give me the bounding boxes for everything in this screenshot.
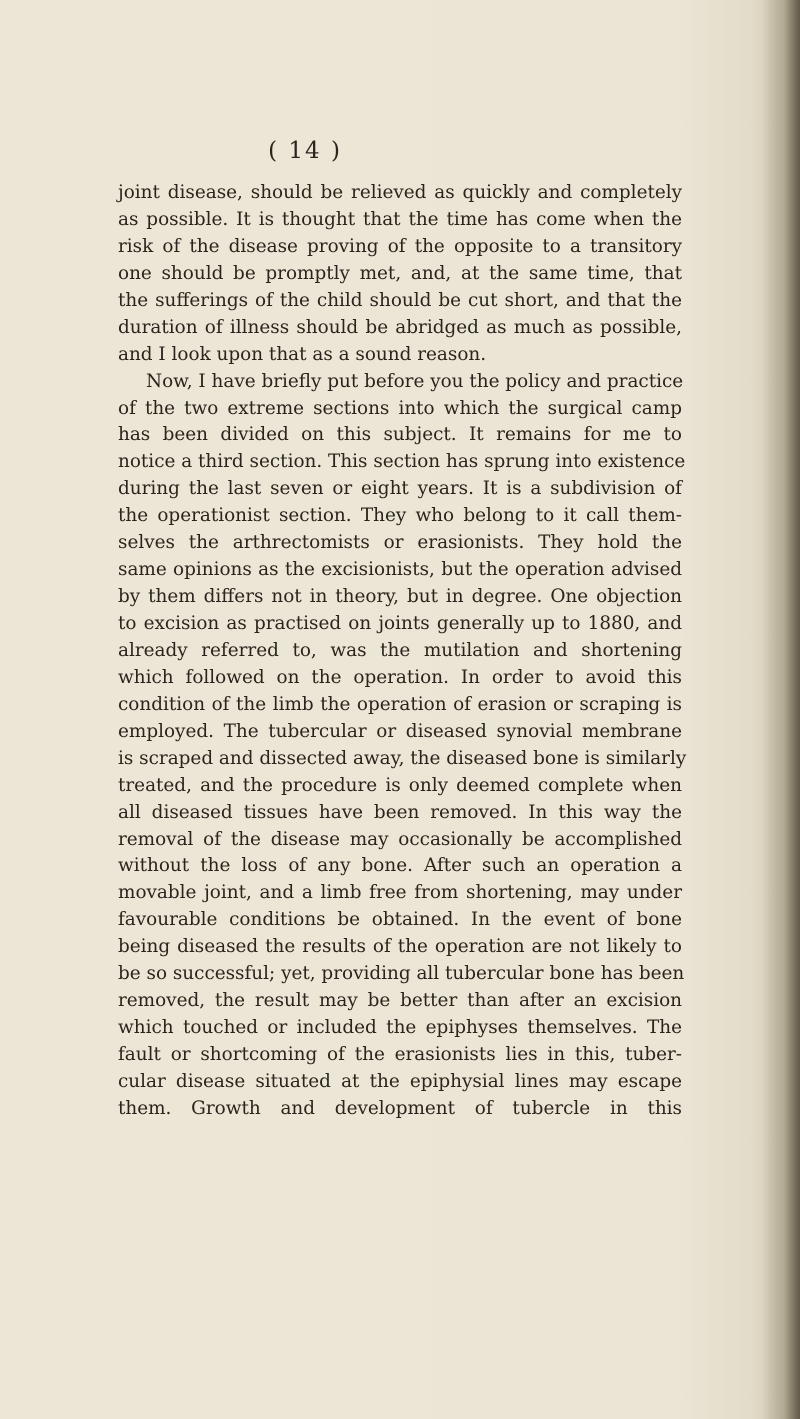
text-line: which touched or included the epiphyses themselves. The <box>118 1017 682 1039</box>
text-line: removed, the result may be better than after an excision <box>118 990 682 1012</box>
text-line: movable joint, and a limb free from shortening, may under <box>118 882 682 904</box>
text-line: of the two extreme sections into which the surgical camp <box>118 397 682 419</box>
text-line: being diseased the results of the operation are not likely to <box>118 936 682 958</box>
text-line: all diseased tissues have been removed. In this way the <box>118 801 682 823</box>
text-line: is scraped and dissected away, the diseased bone is similarly <box>118 747 687 769</box>
text-line: condition of the limb the operation of erasion or scraping is <box>118 693 682 715</box>
page-number: ( 14 ) <box>268 138 342 164</box>
text-line: joint disease, should be relieved as quickly and completely <box>118 182 682 203</box>
text-line: has been divided on this subject. It remains for me to <box>118 424 682 446</box>
text-line: already referred to, was the mutilation and shortening <box>118 639 682 661</box>
text-line: the sufferings of the child should be cut short, and that the <box>118 289 682 311</box>
text-line: treated, and the procedure is only deemed complete when <box>118 774 682 796</box>
text-line: duration of illness should be abridged as much as possible, <box>118 316 682 338</box>
text-line: cular disease situated at the epiphysial lines may escape <box>118 1070 682 1092</box>
text-line: during the last seven or eight years. It is a subdivision of <box>118 478 682 500</box>
text-line: risk of the disease proving of the opposite to a transitory <box>118 235 682 257</box>
text-line: and I look upon that as a sound reason. <box>118 343 487 365</box>
text-line: be so successful; yet, providing all tubercular bone has been <box>118 963 685 985</box>
text-line: selves the arthrectomists or erasionists. They hold the <box>118 532 682 554</box>
text-line: as possible. It is thought that the time has come when the <box>118 208 682 230</box>
text-line: notice a third section. This section has sprung into existence <box>118 451 686 473</box>
text-line: favourable conditions be obtained. In the event of bone <box>118 909 682 931</box>
text-line: by them differs not in theory, but in degree. One objection <box>118 586 682 608</box>
page-edge-shadow <box>762 0 800 1419</box>
text-line: same opinions as the excisionists, but the operation advised <box>118 559 682 581</box>
text-line: Now, I have briefly put before you the policy and practice <box>146 370 684 392</box>
text-line: employed. The tubercular or diseased synovial membrane <box>118 720 682 742</box>
text-line: without the loss of any bone. After such an operation a <box>118 855 682 877</box>
text-line: fault or shortcoming of the erasionists lies in this, tuber- <box>118 1044 682 1065</box>
text-line: to excision as practised on joints generally up to 1880, and <box>118 613 682 634</box>
text-line: them. Growth and development of tubercle in this <box>118 1097 682 1119</box>
body-text <box>118 180 687 1123</box>
text-line: one should be promptly met, and, at the same time, that <box>118 262 682 284</box>
text-line: the operationist section. They who belong to it call them- <box>118 505 682 527</box>
text-line: which followed on the operation. In order to avoid this <box>118 666 682 688</box>
text-line: removal of the disease may occasionally be accomplished <box>118 828 682 850</box>
